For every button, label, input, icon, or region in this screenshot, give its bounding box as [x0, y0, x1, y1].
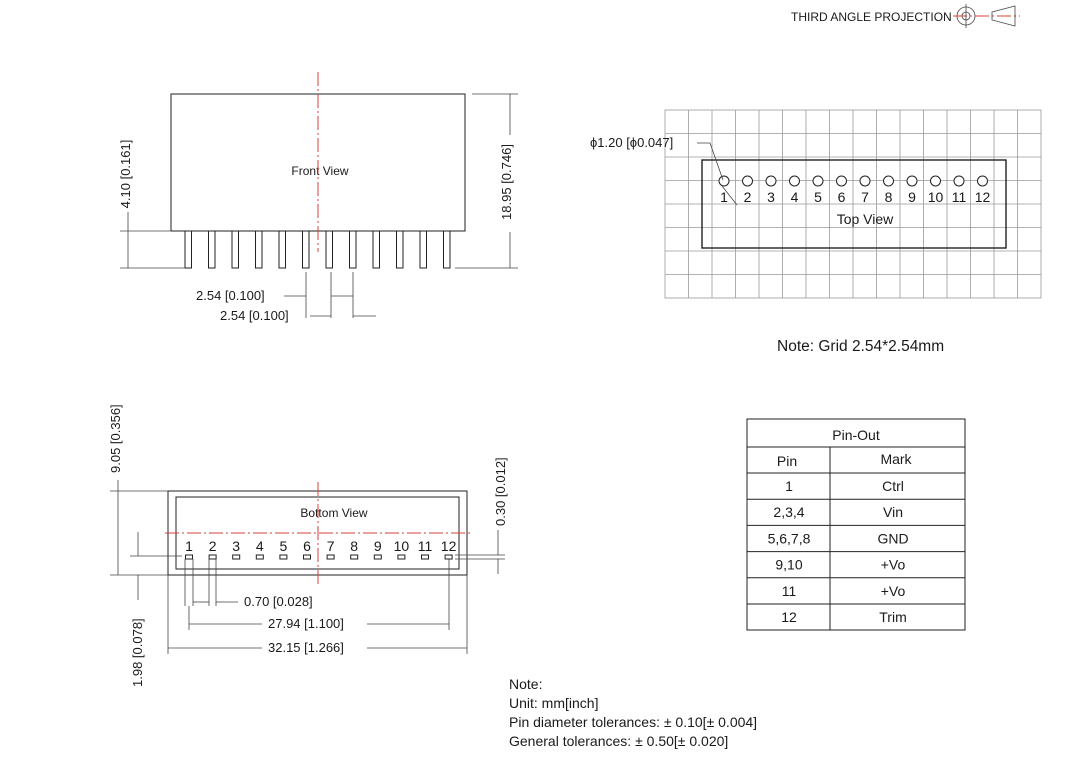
pinout-row [747, 578, 965, 599]
projection-block [791, 4, 1020, 28]
top-pin-number: 9 [908, 189, 916, 205]
top-pin-circle [813, 176, 823, 186]
front-dim-body-height [118, 140, 185, 268]
top-pin-circle [719, 176, 729, 186]
bottom-dim-standoff [130, 532, 182, 687]
top-pin-number: 11 [951, 189, 967, 205]
note-line: Unit: mm[inch] [509, 695, 599, 711]
pinout-cell-pin: 9,10 [775, 556, 803, 573]
pinout-cell-pin: 12 [781, 609, 797, 625]
pinout-row [747, 499, 965, 520]
top-dim-pin-diameter [590, 135, 737, 205]
bottom-pin-number: 12 [440, 538, 457, 554]
bottom-pin-number: 5 [279, 538, 288, 554]
front-view [118, 72, 518, 323]
bottom-pin-slot [256, 555, 263, 559]
bottom-pin-number: 6 [303, 538, 311, 554]
bottom-pin-slot [304, 555, 311, 559]
front-dim-pitch [196, 272, 376, 323]
svg-text:ϕ1.20 [ϕ0.047]: ϕ1.20 [ϕ0.047] [590, 135, 674, 150]
bottom-pin-slot [280, 555, 287, 559]
front-pin [444, 231, 451, 268]
note-line: Pin diameter tolerances: ± 0.10[± 0.004] [509, 714, 758, 730]
note-line: General tolerances: ± 0.50[± 0.020] [509, 733, 729, 749]
svg-text:0.70 [0.028]: 0.70 [0.028] [244, 594, 313, 609]
bottom-view-pins [185, 538, 456, 559]
bottom-dim-pin-span [189, 559, 449, 631]
top-pin-circle [766, 176, 776, 186]
front-pin [185, 231, 192, 268]
top-view-title: Top View [836, 211, 894, 227]
bottom-pin-slot [209, 555, 216, 559]
top-pin-circle [837, 176, 847, 186]
svg-text:18.95 [0.746]: 18.95 [0.746] [499, 144, 514, 220]
pinout-cell-pin: 5,6,7,8 [767, 530, 811, 547]
pinout-header-mark: Mark [880, 451, 912, 467]
bottom-pin-number: 1 [185, 538, 193, 554]
front-pin [397, 231, 404, 268]
bottom-pin-number: 9 [373, 538, 382, 554]
pinout-row [785, 478, 904, 494]
top-pin-number: 1 [720, 189, 728, 205]
top-pin-number: 3 [767, 189, 775, 205]
pinout-cell-mark: +Vo [880, 556, 906, 573]
pinout-table [747, 419, 965, 630]
bottom-pin-number: 3 [232, 538, 241, 554]
top-pin-circle [884, 176, 894, 186]
svg-text:2.54 [0.100]: 2.54 [0.100] [196, 288, 265, 303]
pinout-cell-mark: Vin [883, 504, 903, 521]
top-pin-circle [790, 176, 800, 186]
svg-text:0.30 [0.012]: 0.30 [0.012] [493, 457, 508, 526]
top-pin-number: 2 [743, 189, 752, 205]
front-pin [373, 231, 380, 268]
bottom-pin-slot [398, 555, 405, 559]
pinout-row [747, 604, 965, 625]
top-pin-circle [907, 176, 917, 186]
bottom-pin-number: 4 [255, 538, 264, 554]
front-pin [303, 231, 310, 268]
pinout-cell-mark: GND [877, 530, 909, 547]
pinout-header-pin: Pin [776, 453, 798, 469]
top-pin-number: 4 [790, 189, 799, 205]
front-pin [350, 231, 357, 268]
bottom-pin-number: 2 [208, 538, 217, 554]
pinout-cell-pin: 2,3,4 [773, 504, 805, 521]
projection-label: THIRD ANGLE PROJECTION [791, 10, 952, 24]
bottom-pin-slot [186, 555, 193, 559]
pinout-cell-pin: 11 [781, 582, 797, 599]
notes-block [509, 676, 757, 749]
pinout-cell-mark: Trim [879, 609, 907, 625]
front-dim-total-height [455, 94, 518, 268]
bottom-view-title: Bottom View [300, 506, 368, 520]
bottom-pin-number: 11 [417, 538, 433, 554]
top-pin-circle [978, 176, 988, 186]
top-pin-circle [931, 176, 941, 186]
bottom-pin-slot [327, 555, 334, 559]
front-pin [326, 231, 333, 268]
notes-title: Note: [509, 676, 543, 692]
projection-symbol-icon [953, 4, 1020, 28]
bottom-pin-slot [233, 555, 240, 559]
pinout-row [747, 525, 965, 546]
bottom-pin-slot [422, 555, 429, 559]
pinout-title: Pin-Out [832, 427, 880, 443]
pinout-cell-mark: Ctrl [882, 478, 904, 494]
pinout-row [747, 552, 965, 573]
bottom-dim-pin-thickness [455, 457, 508, 574]
bottom-pin-slot [351, 555, 358, 559]
bottom-pin-slot [374, 555, 381, 559]
top-pin-number: 7 [861, 189, 869, 205]
top-pin-circle [743, 176, 753, 186]
front-pin [232, 231, 239, 268]
top-pin-number: 8 [884, 189, 893, 205]
svg-text:9.05 [0.356]: 9.05 [0.356] [108, 404, 123, 473]
top-pin-number: 10 [927, 189, 944, 205]
top-pin-number: 5 [814, 189, 822, 205]
front-pin [420, 231, 427, 268]
front-pin [209, 231, 216, 268]
svg-text:27.94 [1.100]: 27.94 [1.100] [268, 616, 344, 631]
bottom-dim-length [168, 575, 467, 655]
bottom-view [108, 404, 508, 687]
top-view [590, 110, 1041, 355]
svg-text:2.54 [0.100]: 2.54 [0.100] [220, 308, 289, 323]
top-pin-circle [860, 176, 870, 186]
svg-text:4.10 [0.161]: 4.10 [0.161] [118, 139, 133, 209]
pinout-cell-mark: +Vo [880, 582, 906, 599]
bottom-pin-number: 10 [393, 538, 410, 554]
front-pin [279, 231, 286, 268]
svg-text:1.98 [0.078]: 1.98 [0.078] [130, 618, 145, 687]
bottom-pin-slot [445, 555, 452, 559]
top-pin-number: 6 [837, 189, 846, 205]
pinout-cell-pin: 1 [785, 478, 793, 494]
grid-note: Note: Grid 2.54*2.54mm [777, 338, 945, 355]
bottom-pin-number: 8 [350, 538, 359, 554]
top-pin-circle [954, 176, 964, 186]
svg-text:32.15 [1.266]: 32.15 [1.266] [268, 640, 344, 655]
front-view-title: Front View [291, 164, 349, 178]
top-pin-number: 12 [974, 189, 991, 205]
front-pin [256, 231, 263, 268]
bottom-pin-number: 7 [326, 538, 335, 554]
bottom-dim-pin-width [185, 559, 313, 609]
